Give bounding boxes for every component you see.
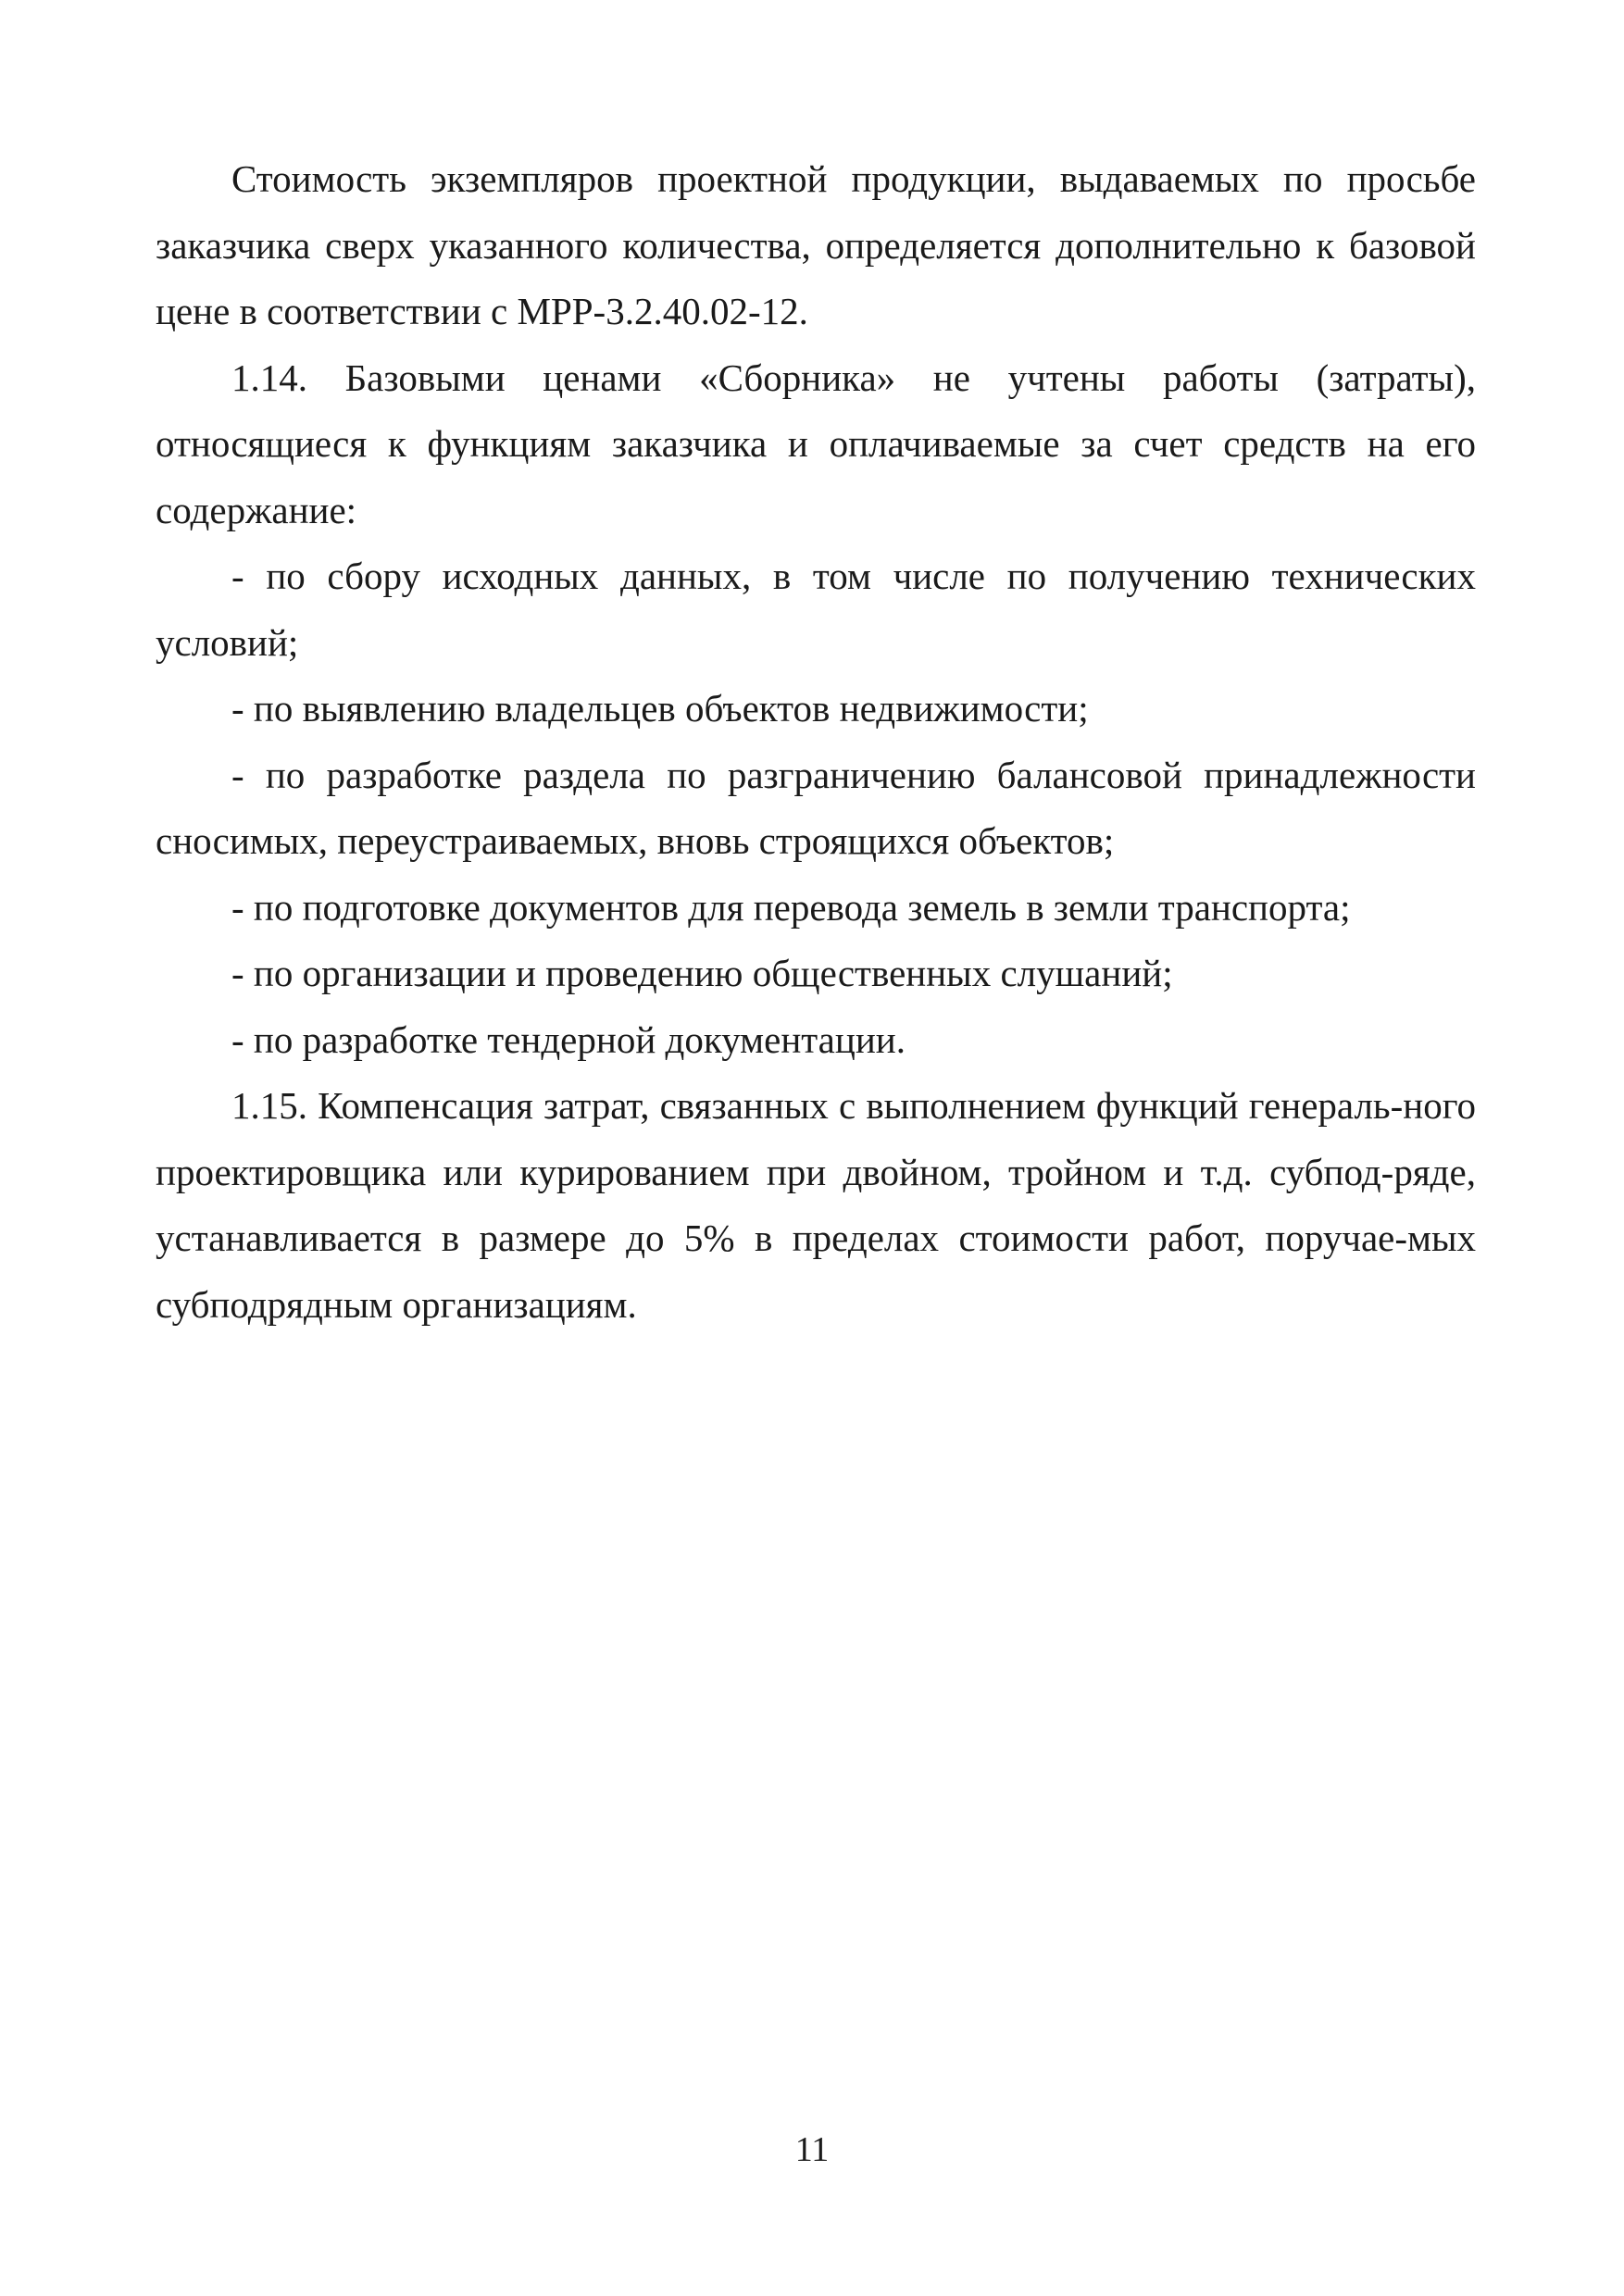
body-text — [156, 146, 1476, 1338]
list-item-balance-ownership: - по разработке раздела по разграничению балансовой принадлежности сносимых, переустраиваемых, вновь строящихся объектов; — [156, 753, 1476, 862]
list-item-public-hearings: - по организации и проведению общественных слушаний; — [231, 952, 1173, 994]
list-item-land-transfer: - по подготовке документов для перевода земель в земли транспорта; — [231, 885, 1351, 929]
list-item-source-data: - по сбору исходных данных, в том числе по получению технических условий; — [156, 555, 1476, 664]
list-item-property-owners: - по выявлению владельцев объектов недвижимости; — [231, 687, 1089, 730]
paragraph-copies-cost: Стоимость экземпляров проектной продукции, выдаваемых по просьбе заказчика сверх указанного количества, определяется дополнительно к базовой цене в соответствии с МРР-3.2.40.02-12. — [156, 157, 1476, 332]
list-item-tender-docs: - по разработке тендерной документации. — [231, 1017, 906, 1061]
paragraph-1-14: 1.14. Базовыми ценами «Сборника» не учтены работы (затраты), относящиеся к функциям заказчика и оплачиваемые за счет средств на его содержание: — [156, 356, 1476, 531]
paragraph-1-15: 1.15. Компенсация затрат, связанных с выполнением функций генераль-ного проектировщика или курированием при двойном, тройном и т.д. субпод-ряде, устанавливается в размере до 5% в пределах стоимости работ, поручае-мых субподрядным организациям. — [156, 1084, 1476, 1326]
page-number: 11 — [794, 2130, 830, 2169]
